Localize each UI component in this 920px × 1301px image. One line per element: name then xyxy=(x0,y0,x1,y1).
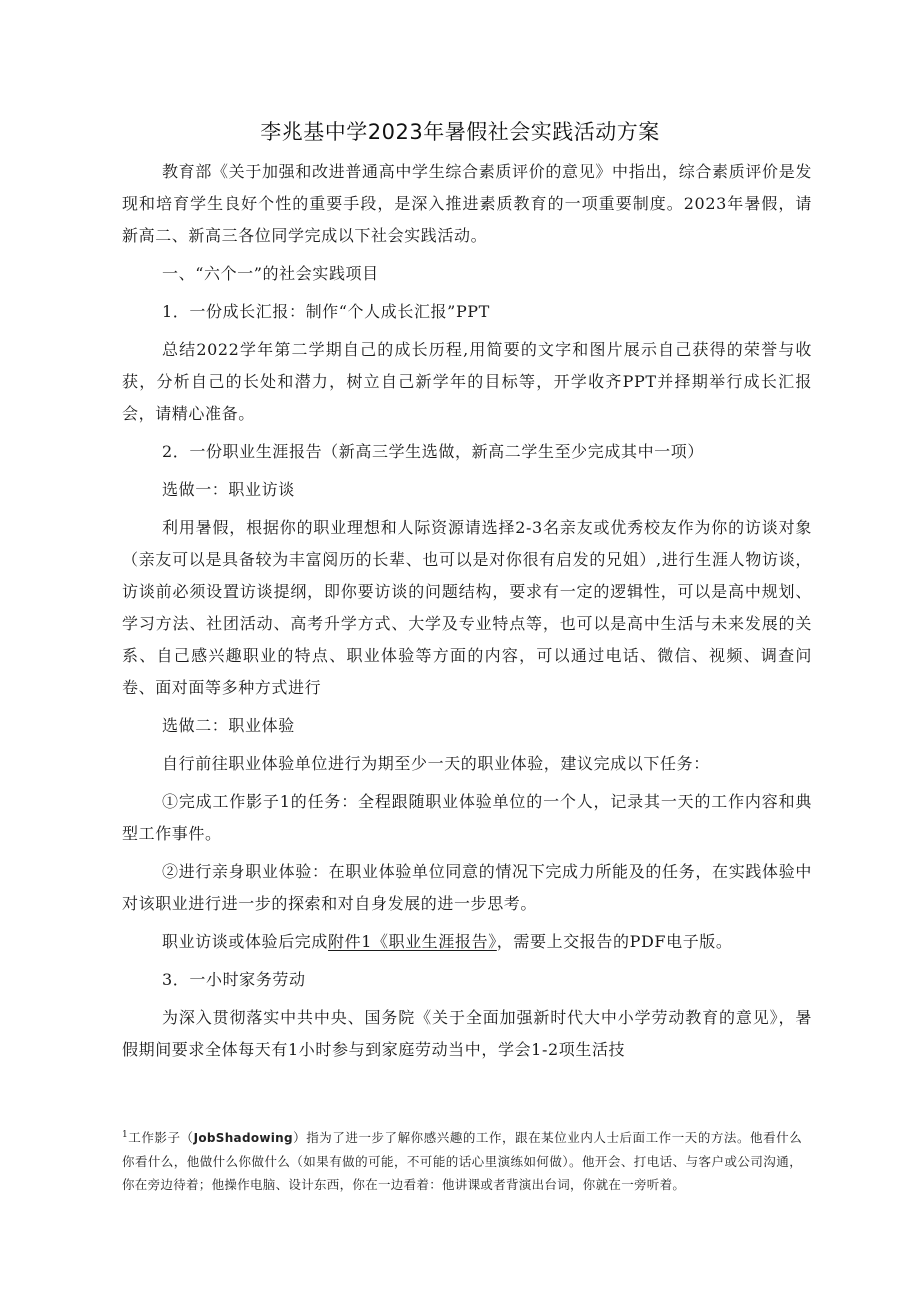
item3-body: 为深入贯彻落实中共中央、国务院《关于全面加强新时代大中小学劳动教育的意见》，暑假期间要求全体每天有1小时参与到家庭劳动当中，学会1-2项生活技 xyxy=(122,1008,812,1059)
item1-heading: 1．一份成长汇报：制作“个人成长汇报”PPT xyxy=(162,302,490,321)
attachment-link[interactable]: 附件1《职业生涯报告》 xyxy=(328,932,497,951)
footnote-term: JobShadowing xyxy=(193,1131,293,1146)
footnote xyxy=(122,1124,802,1196)
intro-paragraph: 教育部《关于加强和改进普通高中学生综合素质评价的意见》中指出，综合素质评价是发现和培育学生良好个性的重要手段，是深入推进素质教育的一项重要制度。2023年暑假，请新高二、新高三各位同学完成以下社会实践活动。 xyxy=(122,162,812,245)
submit-text-after: ，需要上交报告的PDF电子版。 xyxy=(496,932,733,951)
option1-heading: 选做一：职业访谈 xyxy=(162,480,295,499)
item3-heading: 3．一小时家务劳动 xyxy=(162,970,306,989)
submit-text-before: 职业访谈或体验后完成 xyxy=(162,932,329,951)
item2-heading: 2．一份职业生涯报告（新高三学生选做，新高二学生至少完成其中一项） xyxy=(162,442,704,461)
section-heading: 一、“六个一”的社会实践项目 xyxy=(162,264,379,283)
option1-body: 利用暑假，根据你的职业理想和人际资源请选择2-3名亲友或优秀校友作为你的访谈对象（亲友可以是具备较为丰富阅历的长辈、也可以是对你很有启发的兄姐）,进行生涯人物访谈，访谈前必须设置访谈提纲，即你要访谈的问题结构，要求有一定的逻辑性，可以是高中规划、学习方法、社团活动、高考升学方式、大学及专业特点等，也可以是高中生活与未来发展的关系、自己感兴趣职业的特点、职业体验等方面的内容，可以通过电话、微信、视频、调查问卷、面对面等多种方式进行 xyxy=(122,518,812,697)
task2-paragraph: ②进行亲身职业体验：在职业体验单位同意的情况下完成力所能及的任务，在实践体验中对该职业进行进一步的探索和对自身发展的进一步思考。 xyxy=(122,862,812,913)
document-body xyxy=(122,156,812,1066)
submit-paragraph xyxy=(122,926,812,958)
option2-heading: 选做二：职业体验 xyxy=(162,716,295,735)
option2-body: 自行前往职业体验单位进行为期至少一天的职业体验，建议完成以下任务： xyxy=(162,754,710,773)
document-title: 李兆基中学2023年暑假社会实践活动方案 xyxy=(260,120,660,144)
item1-body: 总结2022学年第二学期自己的成长历程,用简要的文字和图片展示自己获得的荣誉与收获，分析自己的长处和潜力，树立自己新学年的目标等，开学收齐PPT并择期举行成长汇报会，请精心准备。 xyxy=(122,340,812,423)
task1-paragraph: ①完成工作影子1的任务：全程跟随职业体验单位的一个人，记录其一天的工作内容和典型工作事件。 xyxy=(122,792,812,843)
footnote-text-before: 工作影子（ xyxy=(128,1130,194,1146)
footnote-marker: 1 xyxy=(122,1130,129,1140)
footnote-text-after: ）指为了进一步了解你感兴趣的工作，跟在某位业内人士后面工作一天的方法。他看什么你看什么，他做什么你做什么（如果有做的可能，不可能的话心里演练如何做）。他开会、打电话、与客户或公司沟通，你在旁边待着；他操作电脑、设计东西，你在一边看着：他讲课或者背演出台词，你就在一旁听着。 xyxy=(122,1130,802,1193)
